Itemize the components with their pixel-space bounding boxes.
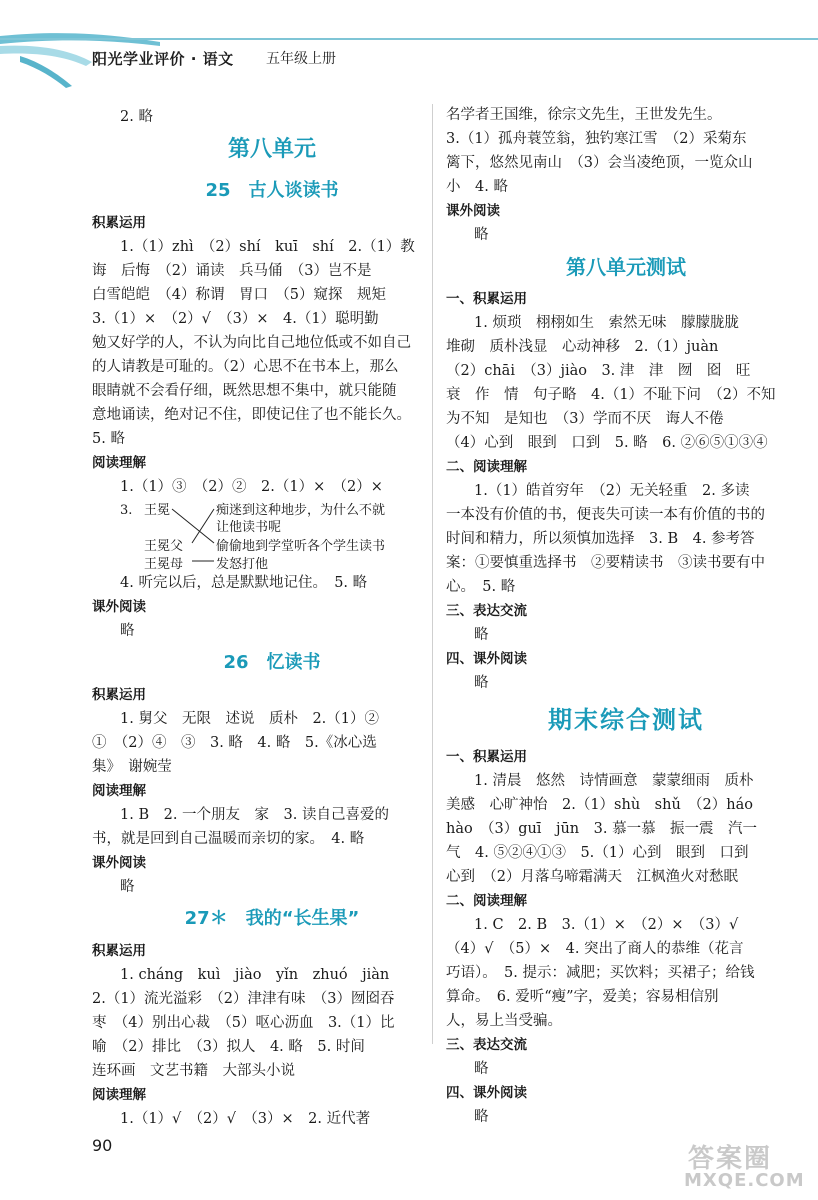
matching-diagram [92, 499, 452, 571]
answer-line: 1. C 2. B 3.（1）× （2）× （3）√ [474, 917, 739, 933]
section-label: 阅读理解 [92, 1087, 146, 1103]
answer-line: 1. cháng kuì jiào yǐn zhuó jiàn [120, 967, 390, 983]
answer-line: 人，易上当受骗。 [446, 1013, 562, 1029]
section-label: 课外阅读 [92, 855, 146, 871]
section-label: 课外阅读 [446, 203, 500, 219]
watermark-url: MXQE.COM [684, 1170, 805, 1191]
answer-line: 堆砌 质朴浅显 心动神移 2.（1）juàn [446, 339, 719, 355]
answer-line: 一本没有价值的书，便丧失可读一本有价值的书的 [446, 507, 765, 523]
match-desc-1b: 让他读书呢 [216, 520, 282, 535]
section-label: 二、阅读理解 [446, 893, 527, 909]
answer-line: 衰 作 情 句子略 4.（1）不耻下问 （2）不知 [446, 387, 776, 403]
section-label: 四、课外阅读 [446, 651, 527, 667]
answer-line: 略 [120, 623, 135, 639]
left-column [92, 105, 452, 1131]
answer-line: 略 [474, 675, 489, 691]
answer-line: 1. 清晨 悠然 诗情画意 蒙蒙细雨 质朴 [474, 773, 754, 789]
answer-line: 3.（1）× （2）√ （3）× 4.（1）聪明勤 [92, 311, 379, 327]
answer-line: 诲 后悔 （2）诵读 兵马俑 （3）岂不是 [92, 263, 372, 279]
answer-line: 名学者王国维，徐宗文先生，王世发先生。 [446, 107, 722, 123]
answer-line: 2.（1）流光溢彩 （2）津津有味 （3）囫囵吞 [92, 991, 395, 1007]
answer-line: 略 [474, 227, 489, 243]
unit-title: 第八单元 [227, 137, 316, 162]
match-desc-1: 痴迷到这种地步，为什么不就 [216, 503, 386, 518]
answer-line: 集》 谢婉莹 [92, 759, 172, 775]
page-number: 90 [92, 1136, 113, 1155]
answer-line: 1. B 2. 一个朋友 家 3. 读自己喜爱的 [120, 807, 389, 823]
page-header [0, 0, 818, 96]
answer-line: 心。 5. 略 [446, 579, 516, 595]
grade-label: 五年级上册 [266, 51, 336, 67]
answer-line: 喻 （2）排比 （3）拟人 4. 略 5. 时间 [92, 1039, 365, 1055]
section-label: 阅读理解 [92, 783, 146, 799]
answer-line: 略 [474, 1061, 489, 1077]
answer-line: 眼睛就不会看仔细，既然思想不集中，就只能随 [92, 383, 397, 399]
section-label: 四、课外阅读 [446, 1085, 527, 1101]
lesson-title-27: 27＊ 我的“长生果” [184, 908, 360, 929]
answer-line: 意地诵读，绝对记不住，即使记住了也不能长久。 [92, 407, 411, 423]
answer-line: 书，就是回到自己温暖而亲切的家。 4. 略 [92, 831, 365, 847]
answer-line: 2. 略 [120, 109, 153, 125]
lesson-title-26: 26 忆读书 [223, 652, 321, 673]
answer-line: 巧语）。 5. 提示：减肥；买饮料；买裙子；给钱 [446, 965, 755, 981]
answer-line: 的人请教是可耻的。（2）心思不在书本上，那么 [92, 359, 399, 375]
answer-line: ① （2）④ ③ 3. 略 4. 略 5.《冰心选 [92, 735, 377, 751]
series-title: 阳光学业评价 · 语文 [92, 50, 234, 68]
answer-line: 篱下，悠然见南山 （3）会当凌绝顶，一览众山 [446, 155, 753, 171]
match-desc-3: 发怒打他 [216, 557, 269, 572]
section-label: 积累运用 [92, 943, 146, 959]
answer-line: 美感 心旷神怡 2.（1）shù shǔ （2）háo [446, 797, 753, 813]
answer-line: （4）心到 眼到 口到 5. 略 6. ②⑥⑤①③④ [446, 435, 768, 451]
answer-line: 勉又好学的人，不认为向比自己地位低或不如自己 [92, 335, 411, 351]
answer-line: 为不知 是知也 （3）学而不厌 诲人不倦 [446, 411, 724, 427]
answer-line: 心到 （2）月落乌啼霜满天 江枫渔火对愁眠 [446, 869, 738, 885]
answer-line: 3.（1）孤舟蓑笠翁，独钓寒江雪 （2）采菊东 [446, 131, 747, 147]
answer-line: 1.（1）③ （2）② 2.（1）× （2）× [120, 479, 383, 495]
answer-line: 5. 略 [92, 431, 125, 447]
watermark-text: 答案圈 [688, 1144, 773, 1174]
answer-line: 白雪皑皑 （4）称谓 胃口 （5）窥探 规矩 [92, 287, 386, 303]
section-label: 一、积累运用 [446, 291, 527, 307]
answer-line: 气 4. ⑤②④①③ 5.（1）心到 眼到 口到 [446, 845, 749, 861]
watermark-logo [680, 1136, 808, 1196]
section-label: 课外阅读 [92, 599, 146, 615]
answer-line: 4. 听完以后，总是默默地记住。 5. 略 [120, 575, 368, 591]
section-label: 积累运用 [92, 215, 146, 231]
section-label: 一、积累运用 [446, 749, 527, 765]
answer-line: 略 [120, 879, 135, 895]
answer-line: 枣 （4）别出心裁 （5）呕心沥血 3.（1）比 [92, 1015, 395, 1031]
match-number: 3. [120, 503, 133, 518]
answer-line: （2）chāi （3）jiào 3. 津 津 囫 囵 旺 [446, 363, 751, 379]
section-label: 三、表达交流 [446, 603, 527, 619]
lesson-title-25: 25 古人谈读书 [205, 180, 339, 201]
answer-line: 1. 舅父 无限 述说 质朴 2.（1）② [120, 711, 380, 727]
match-item-mother: 王冕母 [144, 557, 184, 572]
answer-line: hào （3）guī jūn 3. 慕一慕 振一震 汽一 [446, 821, 758, 837]
match-item-father: 王冕父 [144, 539, 184, 554]
answer-line: （4）√ （5）× 4. 突出了商人的恭维（花言 [446, 941, 744, 957]
answer-line: 1.（1）√ （2）√ （3）× 2. 近代著 [120, 1111, 371, 1127]
right-column [446, 103, 806, 1129]
answer-line: 1.（1）zhì （2）shí kuī shí 2.（1）教 [120, 239, 415, 255]
answer-line: 时间和精力，所以须慎加选择 3. B 4. 参考答 [446, 531, 755, 547]
answer-line: 连环画 文艺书籍 大部头小说 [92, 1063, 295, 1079]
answer-line: 略 [474, 627, 489, 643]
answer-line: 算命。 6. 爱听“瘦”字，爱美；容易相信别 [446, 989, 719, 1005]
answer-line: 1. 烦琐 栩栩如生 索然无味 朦朦胧胧 [474, 315, 739, 331]
section-label: 三、表达交流 [446, 1037, 527, 1053]
section-label: 二、阅读理解 [446, 459, 527, 475]
match-item-wangmian: 王冕 [144, 503, 171, 518]
answer-line: 案：①要慎重选择书 ②要精读书 ③读书要有中 [446, 555, 765, 571]
final-test-title: 期末综合测试 [548, 706, 704, 734]
unit-test-title: 第八单元测试 [566, 255, 686, 279]
match-desc-2: 偷偷地到学堂听各个学生读书 [216, 539, 386, 554]
section-label: 积累运用 [92, 687, 146, 703]
answer-line: 小 4. 略 [446, 179, 508, 195]
answer-line: 1.（1）皓首穷年 （2）无关轻重 2. 多读 [474, 483, 750, 499]
section-label: 阅读理解 [92, 455, 146, 471]
match-lines [92, 499, 452, 571]
answer-line: 略 [474, 1109, 489, 1125]
